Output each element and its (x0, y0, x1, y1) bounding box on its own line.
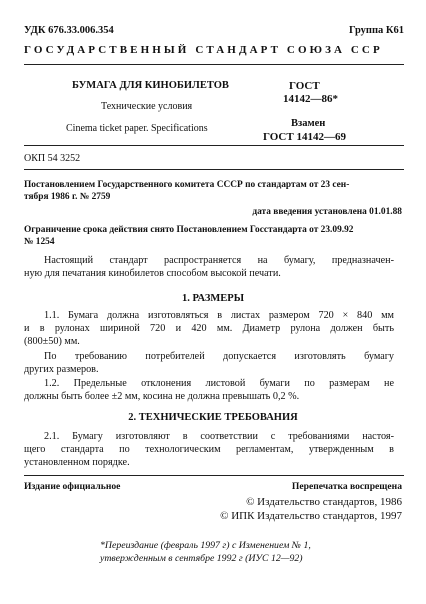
s2-p1-line-3: установленном порядке. (24, 457, 130, 468)
limit-removal-line-1: Ограничение срока действия снято Постановлением Госстандарта от 23.09.92 (24, 225, 354, 235)
copyright-1986: © Издательство стандартов, 1986 (246, 496, 402, 508)
official-edition-label: Издание официальное (24, 481, 121, 492)
header-divider (24, 64, 404, 65)
s1-p3-line-2: должны быть более ±2 мм, косина не должна превышать 0,2 %. (24, 391, 300, 402)
reprint-prohibited-label: Перепечатка воспрещена (291, 481, 402, 492)
section-2-paragraph-1 (24, 430, 394, 469)
gost-number: 14142—86* (283, 93, 338, 105)
section-1-paragraph-3 (24, 377, 394, 403)
reissue-note-line-1: *Переиздание (февраль 1997 г) с Изменением № 1, (100, 540, 311, 551)
s1-p1-line-1: 1.1. Бумага должна изготовляться в листах размером 720 × 840 мм (44, 310, 394, 321)
decree-line-2: тября 1986 г. № 2759 (24, 192, 111, 202)
s2-p1-line-2: щего стандарта по технологическим регламентам, утвержденным в (24, 444, 394, 455)
section-1-paragraph-2 (24, 350, 394, 376)
state-standard-banner: ГОСУДАРСТВЕННЫЙ СТАНДАРТ СОЮЗА ССР (24, 44, 383, 56)
replaces-label: Взамен (291, 118, 326, 129)
footer-divider (24, 475, 404, 476)
title-divider (24, 145, 404, 146)
english-title: Cinema ticket paper. Specifications (66, 123, 208, 134)
replaces-gost: ГОСТ 14142—69 (263, 131, 346, 143)
section-1-paragraph-1 (24, 309, 394, 348)
limit-removal-line-2: № 1254 (24, 237, 55, 247)
decree-line-1: Постановлением Государственного комитета СССР по стандартам от 23 сен- (24, 180, 350, 190)
document-title: БУМАГА ДЛЯ КИНОБИЛЕТОВ (72, 80, 229, 91)
intro-line-2: ную для печатания кинобилетов способом высокой печати. (24, 268, 281, 279)
okp-divider (24, 169, 404, 170)
introduction-date: дата введения установлена 01.01.88 (252, 207, 402, 217)
udk-code: УДК 676.33.006.354 (24, 25, 114, 36)
s1-p2-line-1: По требованию потребителей допускается изготовлять бумагу (44, 351, 394, 362)
section-2-heading: 2. ТЕХНИЧЕСКИЕ ТРЕБОВАНИЯ (128, 412, 298, 423)
document-subtitle: Технические условия (101, 101, 193, 112)
s1-p1-line-3: (800±50) мм. (24, 336, 80, 347)
copyright-1997: © ИПК Издательство стандартов, 1997 (220, 510, 402, 522)
s1-p1-line-2: и в рулонах шириной 720 и 420 мм. Диаметр рулона должен быть (24, 323, 394, 334)
intro-line-1: Настоящий стандарт распространяется на бумагу, предназначен- (44, 255, 394, 266)
gost-label: ГОСТ (289, 80, 320, 92)
intro-paragraph (24, 254, 394, 280)
okp-code: ОКП 54 3252 (24, 153, 81, 164)
reissue-note-line-2: утвержденным в сентябре 1992 г (ИУС 12—92) (100, 553, 303, 564)
section-1-heading: 1. РАЗМЕРЫ (181, 293, 245, 304)
s1-p2-line-2: других размеров. (24, 364, 99, 375)
s1-p3-line-1: 1.2. Предельные отклонения листовой бумаги по размерам не (44, 378, 394, 389)
group-code: Группа К61 (348, 25, 404, 36)
s2-p1-line-1: 2.1. Бумагу изготовляют в соответствии с требованиями настоя- (44, 431, 394, 442)
